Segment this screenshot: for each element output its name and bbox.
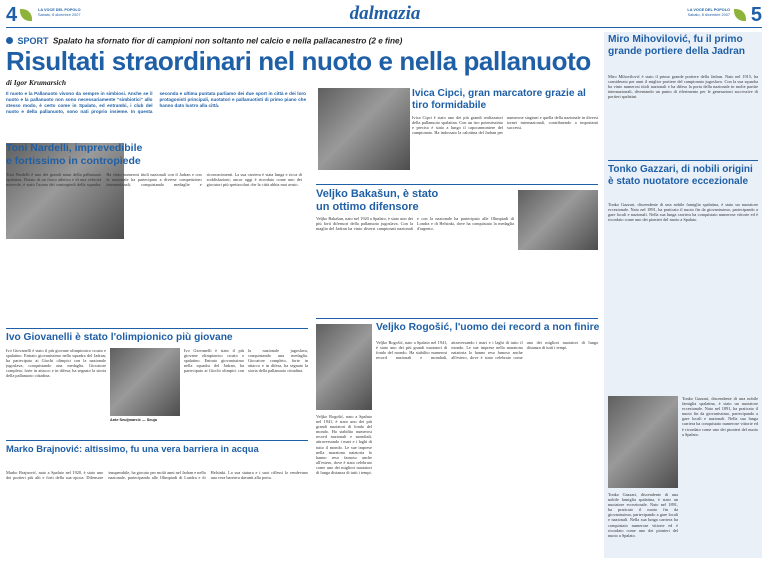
giovanelli-photo — [110, 348, 180, 416]
right-page-number: 5 — [750, 4, 762, 26]
byline: di Igor Krumarsich — [6, 78, 67, 87]
brajnovic-headline: Marko Brajnović: altissimo, fu una vera barriera in acqua — [6, 443, 259, 454]
header-divider — [6, 27, 762, 28]
right-paper-name: LA VOCE DEL POPOLO — [687, 8, 730, 12]
giovanelli-body-2: Ivo Giovanelli è stato il più giovane olimpionico croato e spalatino. Entrato giovanissimo nella squadra del Jadran, ha partecipato ai Giochi olimpici con la nazionale jugoslava, conquistando una medaglia. Giocatore completo, forte in attacco e in difesa, ha segnato la storia della pallanuoto cittadina. — [184, 348, 308, 374]
bakasun-divider — [316, 184, 598, 185]
page-header — [0, 0, 768, 30]
leaf-icon — [20, 9, 32, 21]
nardelli-headline — [6, 142, 306, 167]
lead-text: Il nuoto e la Pallanuoto vivono da sempre in simbiosi. Anche se il nuoto e la pallanuoto non sono necessariamente "simbiotici" allo stesso modo, è certo come in Spalato, ed entrambi, i club del nuoto e della pallanuoto, sono nati proprio insieme. In questa seconda e ultima puntata parliamo dei due sport in città e dei loro protagonisti principali, nuotatori e pallanuotisti di primo piano che hanno dato lustro alla città. — [6, 91, 306, 114]
left-page-number: 4 — [6, 4, 18, 26]
kicker — [6, 32, 596, 46]
brajnovic-body: Marko Brajnović, nato a Spalato nel 1920, è stato uno dei portieri più alti e forti della sua epoca. Difensore insuperabile, ha giocato per molti anni nel Jadran e nella nazionale, partecipando alle Olimpiadi di Londra e di Helsinki. La sua statura e i suoi riflessi lo rendevano una vera barriera davanti alla porta. — [6, 470, 308, 481]
gazzari-headline: Tonko Gazzari, di nobili origini è stato nuotatore eccezionale — [608, 164, 753, 187]
section-name: dalmazia — [349, 3, 421, 24]
leaf-icon — [734, 9, 746, 21]
gazzari-body-3: Tonko Gazzari, discendente di una nobile famiglia spalatina, è stato un nuotatore eccezionale. Nato nel 1891, ha praticato il nuoto fin da giovanissimo, partecipando a gare locali e nazionali. Nella sua lunga carriera ha conquistato numerose vittorie ed è ricordato come uno dei pionieri del nuoto a Spalato. — [608, 492, 678, 538]
sidebar-body: Miro Mihovilović è stato il primo grande portiere della Jadran. Nato nel 1915, ha considerato per anni il miglior portiere del campionato jugoslavo. Con la sua squadra ha vinto numerosi titoli nazionali e ha difeso la porta della nazionale in molte partite internazionali, diventando un punto di riferimento per le generazioni successive di portieri spalatini. — [608, 74, 758, 100]
gazzari-photo — [608, 396, 678, 488]
rogosic-photo — [316, 324, 372, 410]
nardelli-headline-line2: e fortissimo in contropiede — [6, 154, 141, 167]
gazzari-body: Tonko Gazzari, discendente di una nobile famiglia spalatina, è stato un nuotatore eccezionale. Nato nel 1891, ha praticato il nuoto fin da giovanissimo, partecipando a gare locali e nazionali. Nella sua lunga carriera ha conquistato numerose vittorie ed è ricordato come uno dei pionieri del nuoto a Spalato. — [608, 202, 758, 223]
sport-bullet-icon — [6, 37, 13, 44]
cipci-photo — [318, 88, 410, 170]
main-headline: Risultati straordinari nel nuoto e nella pallanuoto — [6, 46, 591, 76]
giovanelli-headline: Ivo Giovanelli è stato l'olimpionico più giovane — [6, 332, 233, 343]
rogosic-divider — [316, 318, 598, 319]
kicker-label: SPORT — [17, 35, 49, 46]
cipci-headline: Ivica Cipci, gran marcatore grazie al tiro formidabile — [412, 88, 586, 111]
bakasun-photo — [518, 190, 598, 250]
right-date: Sabato, 8 dicembre 2007 — [687, 13, 730, 17]
bakasun-headline-line1: Veljko Bakašun, è stato — [316, 188, 439, 200]
rogosic-body: Veljko Rogošić, nato a Spalato nel 1941, è stato uno dei più grandi nuotatori di fondo del mondo. Ha stabilito numerosi record nazionali e mondiali, attraversando i mari e i laghi di tutto il mondo. Le sue imprese nella maratona natatoria lo hanno reso famoso anche all'estero, dove è stato celebrato come uno dei migliori nuotatori di lunga distanza di tutti i tempi. — [376, 340, 598, 361]
gazzari-body-2: Tonko Gazzari, discendente di una nobile famiglia spalatina, è stato un nuotatore eccezionale. Nato nel 1891, ha praticato il nuoto fin da giovanissimo, partecipando a gare locali e nazionali. Nella sua lunga carriera ha conquistato numerose vittorie ed è ricordato come uno dei pionieri del nuoto a Spalato. — [682, 396, 758, 437]
giovanelli-photo-caption: Ante Seuljmarcić — Seuja — [110, 418, 157, 422]
rogosic-headline: Veljko Rogošić, l'uomo dei record a non finire — [376, 322, 600, 333]
sidebar-divider — [608, 160, 758, 161]
giovanelli-divider — [6, 328, 308, 329]
nardelli-body: Toni Nardelli è uno dei grandi nomi della pallanuoto spalatina. Dotato di un fisico atletico e di una velocità notevole, è stato l'uomo dei contropiedi della squadra. Ha vinto numerosi titoli nazionali con il Jadran e con la nazionale ha partecipato a diverse competizioni internazionali, conquistando medaglie e riconoscimenti. La sua carriera è stata lunga e ricca di soddisfazioni; ancor oggi è ricordato come uno dei giocatori più spettacolari che la città abbia mai avuto. — [6, 172, 302, 188]
bakasun-headline-line2: un ottimo difensore — [316, 200, 419, 213]
cipci-body: Ivica Cipci è stato uno dei più grandi realizzatori della pallanuoto spalatina. Con un tiro potentissimo e preciso è stato a lungo il capocannoniere del campionato. Ha indossato la calottina del Jadran per numerose stagioni e quella della nazionale in diversi tornei internazionali, contribuendo a importanti successi. — [412, 115, 598, 136]
kicker-text: Spalato ha sfornato fior di campioni non soltanto nel calcio e nella pallacanestro (2 e fine) — [52, 36, 403, 46]
bakasun-headline — [316, 188, 466, 213]
left-paper-name: LA VOCE DEL POPOLO — [38, 8, 81, 12]
brajnovic-divider — [6, 440, 308, 441]
giovanelli-body: Ivo Giovanelli è stato il più giovane olimpionico croato e spalatino. Entrato giovanissimo nella squadra del Jadran, ha partecipato ai Giochi olimpici con la nazionale jugoslava, conquistando una medaglia. Giocatore completo, forte in attacco e in difesa, ha segnato la storia della pallanuoto cittadina. — [6, 348, 106, 379]
bakasun-body: Veljko Bakašun, nato nel 1920 a Spalato, è stato uno dei più forti difensori della pallanuoto jugoslava. Con la maglia del Jadran ha vinto diversi campionati nazionali e con la nazionale ha partecipato alle Olimpiadi di Londra e di Helsinki, dove ha conquistato la medaglia d'argento. — [316, 216, 514, 232]
nardelli-headline-line1: Toni Nardelli, imprevedibile — [6, 142, 143, 154]
sidebar-headline: Miro Mihovilović, fu il primo grande portiere della Jadran — [608, 34, 746, 57]
rogosic-body-left: Veljko Rogošić, nato a Spalato nel 1941, è stato uno dei più grandi nuotatori di fondo del mondo. Ha stabilito numerosi record nazionali e mondiali, attraversando i mari e i laghi di tutto il mondo. Le sue imprese nella maratona natatoria lo hanno reso famoso anche all'estero, dove è stato celebrato come uno dei migliori nuotatori di lunga distanza di tutti i tempi. — [316, 414, 372, 476]
left-date: Sabato, 8 dicembre 2007 — [38, 13, 81, 17]
